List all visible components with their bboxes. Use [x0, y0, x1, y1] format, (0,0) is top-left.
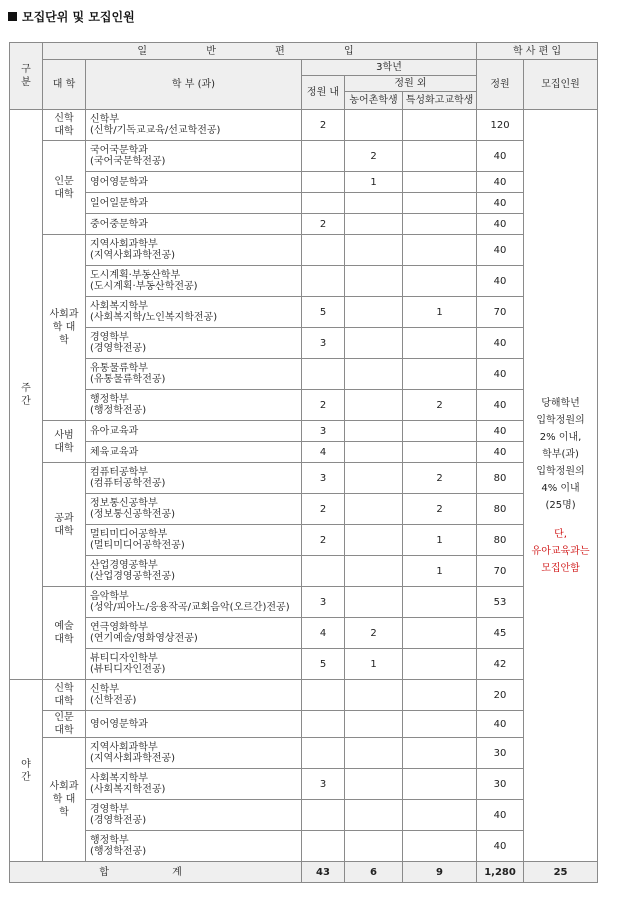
jeongwon-cell: 30	[477, 769, 524, 800]
department-cell	[86, 618, 302, 649]
department-major: (신학전공)	[90, 695, 137, 706]
nongeochon-cell	[345, 421, 403, 442]
college-cell	[43, 421, 86, 463]
gubun-label: 주간	[21, 382, 31, 407]
jeongwon-nae-cell: 3	[302, 328, 345, 359]
department-cell	[86, 193, 302, 214]
table-row	[10, 649, 598, 680]
table-row	[10, 711, 598, 738]
department-major: (사회복지학전공)	[90, 784, 166, 795]
note-line: 4% 이내	[541, 482, 580, 494]
jeongwon-nae-cell: 2	[302, 525, 345, 556]
jeongwon-cell: 70	[477, 556, 524, 587]
teuksung-cell	[403, 328, 477, 359]
gubun-cell	[10, 680, 43, 862]
department-name: 행정학부	[90, 835, 129, 846]
header-hakbu: 학 부 (과)	[86, 60, 302, 110]
jeongwon-nae-cell	[302, 800, 345, 831]
nongeochon-cell	[345, 235, 403, 266]
table-row	[10, 556, 598, 587]
department-major: (경영학전공)	[90, 815, 147, 826]
department-cell	[86, 463, 302, 494]
nongeochon-cell: 1	[345, 649, 403, 680]
total-row	[10, 862, 598, 883]
department-cell	[86, 421, 302, 442]
department-name: 유아교육과	[90, 425, 139, 437]
college-cell	[43, 680, 86, 711]
jeongwon-cell: 40	[477, 193, 524, 214]
jeongwon-nae-cell: 4	[302, 442, 345, 463]
college-name: 인문 대학	[54, 712, 74, 736]
nongeochon-cell	[345, 769, 403, 800]
jeongwon-cell: 40	[477, 800, 524, 831]
department-cell	[86, 587, 302, 618]
total-label: 합 계	[10, 862, 302, 883]
table-row	[10, 442, 598, 463]
jeongwon-cell: 45	[477, 618, 524, 649]
jeongwon-nae-cell	[302, 711, 345, 738]
department-name: 체육교육과	[90, 446, 139, 458]
college-cell	[43, 141, 86, 235]
jeongwon-nae-cell	[302, 831, 345, 862]
note-warning-line: 유아교육과는	[531, 545, 590, 557]
department-name: 멀티미디어공학부	[90, 529, 168, 540]
jeongwon-nae-cell	[302, 359, 345, 390]
department-cell	[86, 711, 302, 738]
table-row	[10, 297, 598, 328]
college-name: 사회과학 대학	[49, 309, 79, 346]
table-row	[10, 214, 598, 235]
jeongwon-nae-cell	[302, 235, 345, 266]
header-teuksung: 특성화고교학생	[403, 92, 477, 110]
college-name: 예술 대학	[54, 621, 74, 645]
note-spacer	[524, 514, 597, 526]
nongeochon-cell	[345, 390, 403, 421]
jeongwon-nae-cell	[302, 738, 345, 769]
department-major: (연기예술/영화영상전공)	[90, 633, 198, 644]
header-daehak: 대 학	[43, 60, 86, 110]
department-cell	[86, 769, 302, 800]
header-jeongwon-oe: 정원 외	[345, 76, 477, 92]
department-name: 도시계획·부동산학부	[90, 270, 181, 281]
note-line: (25명)	[545, 499, 576, 511]
table-row	[10, 359, 598, 390]
nongeochon-cell	[345, 328, 403, 359]
header-gubun: 구 분	[10, 43, 43, 110]
jeongwon-cell: 40	[477, 214, 524, 235]
table-body	[10, 110, 598, 883]
jeongwon-cell: 120	[477, 110, 524, 141]
department-name: 행정학부	[90, 394, 129, 405]
note-line: 2% 이내,	[539, 431, 582, 443]
nongeochon-cell	[345, 587, 403, 618]
teuksung-cell	[403, 649, 477, 680]
department-name: 산업경영공학부	[90, 560, 158, 571]
nongeochon-cell	[345, 214, 403, 235]
jeongwon-cell: 80	[477, 463, 524, 494]
heading-text: 모집단위 및 모집인원	[22, 10, 135, 24]
jeongwon-cell: 70	[477, 297, 524, 328]
department-cell	[86, 141, 302, 172]
header-nongeochon: 농어촌학생	[345, 92, 403, 110]
department-name: 영어영문학과	[90, 718, 148, 730]
jeongwon-cell: 40	[477, 421, 524, 442]
gubun-label: 야간	[21, 758, 31, 783]
note-warning-line: 단,	[554, 528, 567, 540]
teuksung-cell: 2	[403, 494, 477, 525]
table-row	[10, 172, 598, 193]
teuksung-cell	[403, 172, 477, 193]
jeongwon-cell: 40	[477, 328, 524, 359]
jeongwon-cell: 80	[477, 494, 524, 525]
jeongwon-nae-cell	[302, 680, 345, 711]
department-name: 뷰티디자인학부	[90, 653, 158, 664]
jeongwon-cell: 20	[477, 680, 524, 711]
nongeochon-cell: 2	[345, 618, 403, 649]
department-name: 영어영문학과	[90, 176, 148, 188]
department-major: (정보통신공학전공)	[90, 509, 176, 520]
teuksung-cell	[403, 769, 477, 800]
header-jeongwon-nae: 정원 내	[302, 76, 345, 110]
department-cell	[86, 556, 302, 587]
department-cell	[86, 214, 302, 235]
table-row	[10, 587, 598, 618]
jeongwon-cell: 40	[477, 359, 524, 390]
jeongwon-nae-cell: 3	[302, 421, 345, 442]
jeongwon-cell: 30	[477, 738, 524, 769]
nongeochon-cell	[345, 266, 403, 297]
department-cell	[86, 328, 302, 359]
department-name: 신학부	[90, 114, 119, 125]
table-row	[10, 463, 598, 494]
college-name: 사회과학 대학	[49, 781, 79, 818]
teuksung-cell: 2	[403, 463, 477, 494]
jeongwon-nae-cell: 3	[302, 769, 345, 800]
header-grade3: 3학년	[302, 60, 477, 76]
department-major: (멀티미디어공학전공)	[90, 540, 185, 551]
college-cell	[43, 235, 86, 421]
department-name: 중어중문학과	[90, 218, 148, 230]
nongeochon-cell	[345, 525, 403, 556]
note-line: 입학정원의	[536, 414, 585, 426]
department-major: (산업경영공학전공)	[90, 571, 176, 582]
jeongwon-cell: 40	[477, 172, 524, 193]
department-major: (신학/기독교교육/선교학전공)	[90, 125, 221, 136]
teuksung-cell	[403, 359, 477, 390]
table-row	[10, 266, 598, 297]
department-cell	[86, 494, 302, 525]
jeongwon-cell: 42	[477, 649, 524, 680]
header-mojip: 모집인원	[524, 60, 598, 110]
total-teuk: 9	[403, 862, 477, 883]
jeongwon-nae-cell	[302, 556, 345, 587]
table-row	[10, 525, 598, 556]
nongeochon-cell	[345, 831, 403, 862]
jeongwon-cell: 40	[477, 266, 524, 297]
nongeochon-cell	[345, 193, 403, 214]
department-name: 음악학부	[90, 591, 129, 602]
department-cell	[86, 297, 302, 328]
teuksung-cell	[403, 831, 477, 862]
teuksung-cell	[403, 618, 477, 649]
total-nae: 43	[302, 862, 345, 883]
table-row	[10, 680, 598, 711]
nongeochon-cell	[345, 680, 403, 711]
nongeochon-cell	[345, 463, 403, 494]
note-line: 입학정원의	[536, 465, 585, 477]
table-row	[10, 494, 598, 525]
teuksung-cell	[403, 193, 477, 214]
department-cell	[86, 738, 302, 769]
department-cell	[86, 359, 302, 390]
teuksung-cell	[403, 711, 477, 738]
college-name: 사범 대학	[54, 429, 74, 454]
jeongwon-nae-cell	[302, 172, 345, 193]
nongeochon-cell	[345, 738, 403, 769]
department-cell	[86, 266, 302, 297]
jeongwon-nae-cell: 5	[302, 649, 345, 680]
department-name: 경영학부	[90, 804, 129, 815]
department-major: (행정학전공)	[90, 405, 147, 416]
teuksung-cell	[403, 680, 477, 711]
department-name: 컴퓨터공학부	[90, 467, 148, 478]
teuksung-cell	[403, 110, 477, 141]
table-row	[10, 141, 598, 172]
jeongwon-nae-cell: 2	[302, 214, 345, 235]
department-major: (경영학전공)	[90, 343, 147, 354]
table-row	[10, 769, 598, 800]
jeongwon-cell: 40	[477, 831, 524, 862]
college-name: 공과 대학	[54, 512, 74, 537]
jeongwon-cell: 40	[477, 141, 524, 172]
table-row	[10, 193, 598, 214]
department-major: (행정학전공)	[90, 846, 147, 857]
department-major: (사회복지학/노인복지학전공)	[90, 312, 218, 323]
jeongwon-nae-cell: 2	[302, 494, 345, 525]
department-name: 유통물류학부	[90, 363, 148, 374]
teuksung-cell	[403, 141, 477, 172]
department-cell	[86, 390, 302, 421]
nongeochon-cell	[345, 494, 403, 525]
teuksung-cell: 1	[403, 556, 477, 587]
teuksung-cell: 2	[403, 390, 477, 421]
total-nong: 6	[345, 862, 403, 883]
teuksung-cell	[403, 442, 477, 463]
department-name: 경영학부	[90, 332, 129, 343]
jeongwon-nae-cell: 2	[302, 390, 345, 421]
teuksung-cell: 1	[403, 297, 477, 328]
square-bullet-icon	[8, 12, 17, 21]
jeongwon-nae-cell	[302, 141, 345, 172]
department-major: (성악/피아노/응용작곡/교회음악(오르간)전공)	[90, 602, 290, 613]
table-row	[10, 110, 598, 141]
header-ilban: 일 반 편 입	[43, 43, 477, 60]
department-name: 신학부	[90, 684, 119, 695]
teuksung-cell	[403, 214, 477, 235]
mojip-note-cell	[524, 110, 598, 862]
department-major: (컴퓨터공학전공)	[90, 478, 166, 489]
gubun-cell	[10, 110, 43, 680]
teuksung-cell	[403, 587, 477, 618]
department-cell	[86, 172, 302, 193]
table-row	[10, 738, 598, 769]
department-cell	[86, 649, 302, 680]
nongeochon-cell	[345, 556, 403, 587]
department-name: 정보통신공학부	[90, 498, 158, 509]
department-name: 국어국문학과	[90, 145, 148, 156]
jeongwon-nae-cell	[302, 266, 345, 297]
department-cell	[86, 235, 302, 266]
college-cell	[43, 711, 86, 738]
department-name: 지역사회과학부	[90, 239, 158, 250]
department-cell	[86, 680, 302, 711]
college-name: 신학 대학	[54, 683, 74, 707]
jeongwon-nae-cell	[302, 193, 345, 214]
department-cell	[86, 831, 302, 862]
department-major: (지역사회과학전공)	[90, 753, 176, 764]
department-name: 지역사회과학부	[90, 742, 158, 753]
jeongwon-nae-cell: 2	[302, 110, 345, 141]
table-row	[10, 618, 598, 649]
table-row	[10, 328, 598, 359]
jeongwon-cell: 53	[477, 587, 524, 618]
college-name: 인문 대학	[54, 175, 74, 200]
department-cell	[86, 442, 302, 463]
nongeochon-cell	[345, 110, 403, 141]
teuksung-cell	[403, 800, 477, 831]
nongeochon-cell	[345, 711, 403, 738]
department-cell	[86, 110, 302, 141]
college-cell	[43, 587, 86, 680]
nongeochon-cell: 1	[345, 172, 403, 193]
department-major: (국어국문학전공)	[90, 156, 166, 167]
department-name: 사회복지학부	[90, 773, 148, 784]
teuksung-cell	[403, 266, 477, 297]
nongeochon-cell	[345, 359, 403, 390]
department-major: (뷰티디자인전공)	[90, 664, 166, 675]
teuksung-cell	[403, 738, 477, 769]
recruitment-table	[9, 42, 598, 883]
jeongwon-cell: 40	[477, 711, 524, 738]
department-name: 일어일문학과	[90, 197, 148, 209]
department-major: (유통물류학전공)	[90, 374, 166, 385]
table-row	[10, 800, 598, 831]
jeongwon-cell: 40	[477, 235, 524, 266]
total-jeongwon: 1,280	[477, 862, 524, 883]
jeongwon-nae-cell: 4	[302, 618, 345, 649]
note-line: 당해학년	[541, 397, 580, 409]
table-row	[10, 421, 598, 442]
jeongwon-nae-cell: 3	[302, 463, 345, 494]
jeongwon-cell: 40	[477, 442, 524, 463]
college-name: 신학 대학	[54, 113, 74, 137]
header-jeongwon: 정원	[477, 60, 524, 110]
table-row	[10, 831, 598, 862]
nongeochon-cell: 2	[345, 141, 403, 172]
college-cell	[43, 463, 86, 587]
header-haksa: 학 사 편 입	[477, 43, 598, 60]
department-major: (지역사회과학전공)	[90, 250, 176, 261]
section-heading	[8, 8, 135, 25]
nongeochon-cell	[345, 297, 403, 328]
teuksung-cell	[403, 421, 477, 442]
nongeochon-cell	[345, 442, 403, 463]
teuksung-cell: 1	[403, 525, 477, 556]
department-name: 연극영화학부	[90, 622, 148, 633]
department-major: (도시계획·부동산학전공)	[90, 281, 198, 292]
jeongwon-nae-cell: 3	[302, 587, 345, 618]
department-name: 사회복지학부	[90, 301, 148, 312]
college-cell	[43, 738, 86, 862]
college-cell	[43, 110, 86, 141]
table-row	[10, 235, 598, 266]
jeongwon-nae-cell: 5	[302, 297, 345, 328]
table-row	[10, 390, 598, 421]
jeongwon-cell: 80	[477, 525, 524, 556]
jeongwon-cell: 40	[477, 390, 524, 421]
total-mojip: 25	[524, 862, 598, 883]
teuksung-cell	[403, 235, 477, 266]
note-warning-line: 모집안함	[541, 562, 580, 574]
department-cell	[86, 800, 302, 831]
nongeochon-cell	[345, 800, 403, 831]
note-line: 학부(과)	[542, 448, 579, 460]
department-cell	[86, 525, 302, 556]
